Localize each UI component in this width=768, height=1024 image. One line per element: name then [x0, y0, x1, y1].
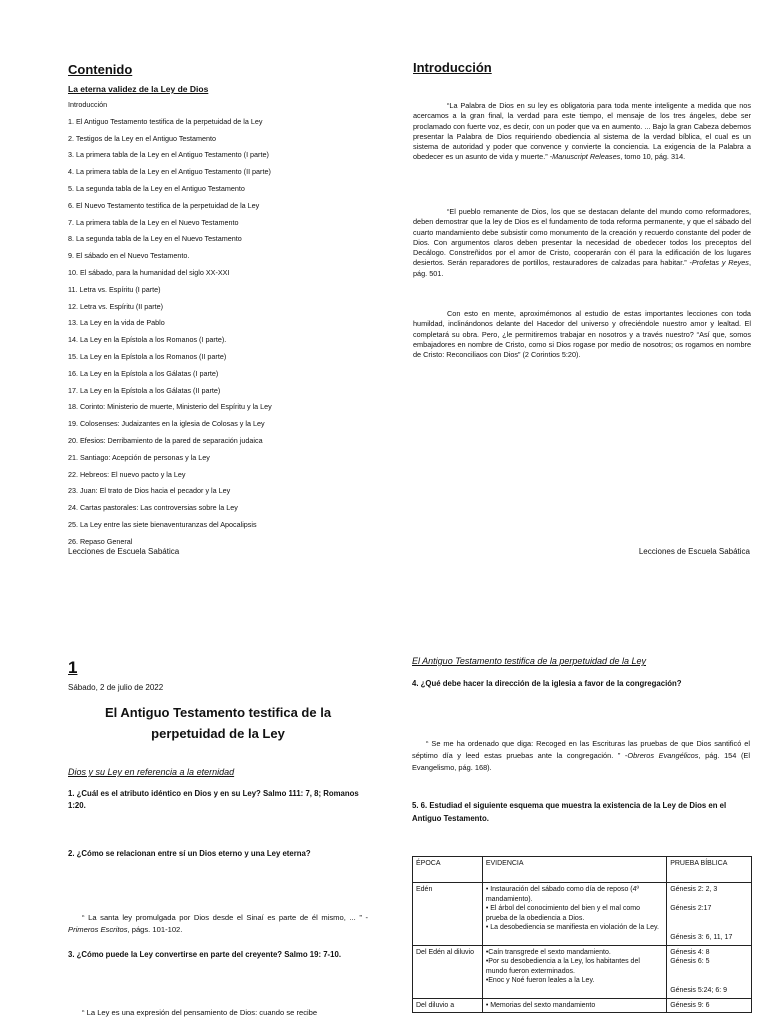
toc-item: 10. El sábado, para la humanidad del siglo XX-XXI [68, 267, 230, 277]
quote-2: “ La Ley es una expresión del pensamiento de Dios: cuando se recibe [82, 1008, 318, 1017]
evidence-line: • Memorias del sexto mandamiento [485, 1001, 596, 1009]
toc-item: 20. Efesios: Derribamiento de la pared de separación judaica [68, 435, 263, 445]
toc-item: 23. Juan: El trato de Dios hacia el pecador y la Ley [68, 486, 231, 496]
table-cell-prueba [667, 998, 752, 1013]
column-header: EVIDENCIA [482, 857, 666, 883]
evidence-line: • Instauración del sábado como día de reposo (4º mandamiento). [485, 886, 640, 903]
column-header: ÉPOCA [413, 857, 483, 883]
intro-paragraph-2 [413, 207, 751, 279]
toc-item: 13. La Ley en la vida de Pablo [68, 318, 165, 328]
table-cell-prueba [667, 883, 752, 946]
quote-3 [412, 738, 750, 773]
table-cell-epoca: Edén [413, 883, 483, 946]
table-row [413, 998, 752, 1013]
table-cell-evidencia [482, 945, 666, 998]
question-5-6: 5. 6. Estudiad el siguiente esquema que muestra la existencia de la Ley de Dios en el Antiguo Testamento. [412, 801, 727, 823]
citation-source: Primeros Escritos [68, 924, 128, 934]
toc-item: 19. Colosenses: Judaizantes en la iglesia de Colosas y la Ley [68, 419, 265, 429]
lesson-continued-page [384, 620, 768, 1024]
toc-item: 26. Repaso General [68, 536, 133, 546]
toc-page [0, 0, 384, 620]
toc-title: Contenido [68, 62, 133, 77]
toc-item: 25. La Ley entre las siete bienaventuranzas del Apocalipsis [68, 519, 257, 529]
toc-item: 22. Hebreos: El nuevo pacto y la Ley [68, 469, 186, 479]
question-4: 4. ¿Qué debe hacer la dirección de la iglesia a favor de la congregación? [412, 679, 682, 688]
toc-item: 12. Letra vs. Espíritu (II parte) [68, 301, 164, 311]
evidence-line: •Por su desobediencia a la Ley, los habitantes del mundo fueron exterminados. [485, 958, 640, 975]
table-body [413, 883, 752, 1013]
bible-reference: Génesis 4: 8 [670, 948, 710, 956]
quote-text: “ La santa ley promulgada por Dios desde el Sinaí es parte de él mismo, ... ” - [82, 913, 368, 922]
bible-reference: Génesis 2: 2, 3 [670, 886, 718, 893]
table-cell-epoca: Del Edén al diluvio [413, 945, 483, 998]
toc-item: 24. Cartas pastorales: Las controversias sobre la Ley [68, 503, 238, 513]
toc-item: 21. Santiago: Acepción de personas y la Ley [68, 452, 210, 462]
bible-reference: Génesis 3: 6, 11, 17 [670, 933, 733, 941]
quote-text: “ Se me ha ordenado que diga: Recoged en las Escrituras las pruebas de que Dios santificó el séptimo día y leed estas pruebas ante la congregación. ” - [412, 739, 750, 760]
lesson-title: El Antiguo Testamento testifica de la perpetuidad de la Ley [104, 705, 332, 741]
lesson-page [0, 620, 384, 1024]
bible-reference: Génesis 6: 5 [670, 958, 710, 966]
intro-paragraph-1 [413, 101, 751, 163]
citation-tail: , tomo 10, pág. 314. [620, 152, 686, 162]
evidence-line: •Enoc y Noé fueron leales a la Ley. [485, 977, 595, 985]
table-cell-evidencia [482, 998, 666, 1013]
bible-reference [670, 895, 748, 905]
intro-page [384, 0, 768, 620]
toc-item: 5. La segunda tabla de la Ley en el Antiguo Testamento [68, 183, 245, 193]
lesson-date: Sábado, 2 de julio de 2022 [68, 683, 164, 692]
toc-item: 17. La Ley en la Epístola a los Gálatas (II parte) [68, 385, 221, 395]
citation-source: Profetas y Reyes [691, 258, 749, 268]
bible-reference: Génesis 2:17 [670, 905, 712, 913]
toc-item: 4. La primera tabla de la Ley en el Antiguo Testamento (II parte) [68, 167, 271, 177]
table-cell-evidencia [482, 883, 666, 946]
citation-source: Obreros Evangélicos [627, 750, 699, 760]
toc-item: 6. El Nuevo Testamento testifica de la perpetuidad de la Ley [68, 200, 260, 210]
toc-item: 14. La Ley en la Epístola a los Romanos (I parte). [68, 335, 227, 345]
bible-reference: Génesis 9: 6 [670, 1001, 710, 1009]
toc-list [68, 101, 368, 555]
toc-item: 8. La segunda tabla de la Ley en el Nuevo Testamento [68, 234, 242, 244]
evidence-table [412, 856, 752, 1013]
intro-text: “El pueblo remanente de Dios, los que se destacan delante del mundo como reformadores, deben demostrar que la ley de Dios es el fundamento de toda reforma permanente, y que el sábado del cuarto mandamiento debe subsistir como monumento de la creación y recuerdo constante del poder de Dios. Con argumentos claros deben presentar la necesidad de obedecer todos los preceptos del Decálogo. Constreñidos por el amor de Cristo, cooperarán con él para la edificación de los lugares desiertos. Serán reparadores de portillos, restauradores de calzadas para habitar.” - [413, 207, 751, 268]
page-footer: Lecciones de Escuela Sabática [68, 547, 180, 556]
evidence-line: • La desobediencia se manifiesta en violación de la Ley. [485, 924, 659, 932]
toc-subtitle: La eterna validez de la Ley de Dios [68, 84, 209, 94]
table-cell-epoca: Del diluvio a [413, 998, 483, 1013]
table-cell-prueba [667, 945, 752, 998]
toc-item: 2. Testigos de la Ley en el Antiguo Testamento [68, 133, 216, 143]
toc-item: 15. La Ley en la Epístola a los Romanos (II parte) [68, 351, 227, 361]
table-header-row [413, 857, 752, 883]
bible-reference [670, 914, 748, 924]
question-3: 3. ¿Cómo puede la Ley convertirse en parte del creyente? Salmo 19: 7-10. [68, 950, 341, 959]
citation-tail: , pág. 154 (El Evangelismo, pág. 168). [412, 750, 751, 772]
bible-reference [670, 976, 748, 986]
intro-title: Introducción [413, 60, 492, 75]
running-header: El Antiguo Testamento testifica de la perpetuidad de la Ley [412, 656, 646, 666]
toc-item: 11. Letra vs. Espíritu (I parte) [68, 284, 161, 294]
toc-item: 1. El Antiguo Testamento testifica de la perpetuidad de la Ley [68, 116, 263, 126]
quote-1 [68, 912, 368, 935]
citation-source: Manuscript Releases [552, 152, 621, 162]
lesson-number: 1 [68, 658, 78, 677]
evidence-line: •Caín transgrede el sexto mandamiento. [485, 948, 611, 956]
table-row [413, 945, 752, 998]
intro-paragraph-3: Con esto en mente, aproximémonos al estudio de estas importantes lecciones con toda humildad, inclinándonos delante del Hacedor del universo y ofreciéndole nuestro amor y lealtad. El completará su obra. Pero, ¿le permitiremos trabajar en nosotros y a través nuestro? “Así que, somos embajadores en nombre de Cristo, como si Dios rogase por medio de nosotros; os rogamos en nombre de Cristo: Reconciliaos con Dios” (2 Corintios 5:20). [413, 309, 751, 360]
bible-reference: Génesis 5:24; 6: 9 [670, 986, 728, 994]
intro-text: “La Palabra de Dios en su ley es obligatoria para toda mente inteligente a medida que nos acercamos a la gran final, la verdad para este tiempo, el mensaje de los tres ángeles, debe ser proclamado con fuerte voz, es decir, con un poder que va en aumento. ... Bajo la gran Cabeza debemos presentar la Palabra de Dios requiriendo obediencia al sistema de la verdad bíblica, el cual es un sistema de autoridad y poder que convence y convierte la conciencia. La exigencia de la Palabra a obedecer es un asunto de vida y muerte.” - [413, 101, 751, 162]
toc-item: 9. El sábado en el Nuevo Testamento. [68, 251, 190, 261]
bible-reference [670, 967, 748, 977]
citation-tail: , pág. 501. [413, 258, 751, 278]
section-title: Dios y su Ley en referencia a la eternidad [68, 767, 235, 777]
question-2: 2. ¿Cómo se relacionan entre sí un Dios eterno y una Ley eterna? [68, 849, 311, 858]
bible-reference [670, 923, 748, 933]
toc-item: 16. La Ley en la Epístola a los Gálatas (I parte) [68, 368, 219, 378]
evidence-line: • El árbol del conocimiento del bien y el mal como prueba de la obediencia a Dios. [485, 905, 641, 922]
toc-item: 7. La primera tabla de la Ley en el Nuevo Testamento [68, 217, 239, 227]
citation-tail: , págs. 101-102. [127, 924, 183, 934]
page-footer: Lecciones de Escuela Sabática [638, 547, 750, 556]
toc-item: 3. La primera tabla de la Ley en el Antiguo Testamento (I parte) [68, 150, 269, 160]
toc-item: Introducción [68, 100, 108, 109]
table-row [413, 883, 752, 946]
toc-item: 18. Corinto: Ministerio de muerte, Ministerio del Espíritu y la Ley [68, 402, 272, 412]
question-1: 1. ¿Cuál es el atributo idéntico en Dios y en su Ley? Salmo 111: 7, 8; Romanos 1:20. [68, 789, 359, 810]
column-header: PRUEBA BÍBLICA [667, 857, 752, 883]
